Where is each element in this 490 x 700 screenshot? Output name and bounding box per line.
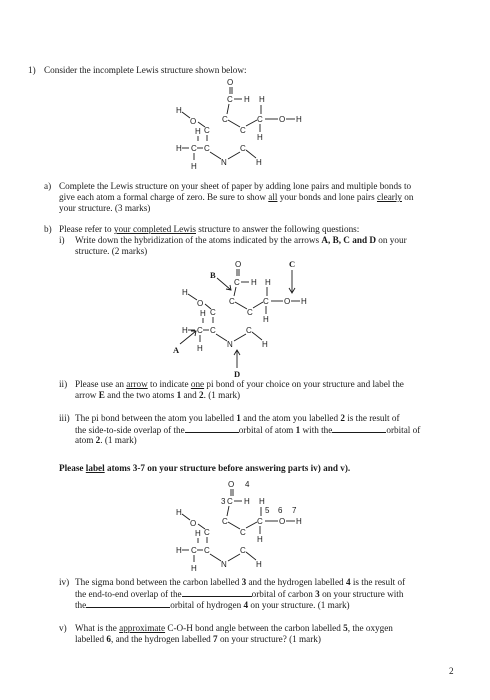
- svg-text:C: C: [234, 278, 240, 287]
- svg-text:H: H: [191, 564, 197, 573]
- svg-text:H: H: [296, 115, 302, 124]
- svg-text:C: C: [197, 326, 203, 335]
- page-number: 2: [449, 666, 454, 676]
- svg-text:O: O: [190, 117, 197, 126]
- lewis-structure-1: [170, 74, 320, 170]
- svg-text:H: H: [259, 497, 265, 506]
- part-b-iv-label: iv): [59, 577, 70, 587]
- svg-text:C: C: [204, 546, 210, 555]
- part-a-line3: your structure. (3 marks): [59, 203, 151, 213]
- svg-text:H: H: [176, 144, 182, 153]
- svg-text:4: 4: [245, 480, 250, 489]
- question-prompt: Consider the incomplete Lewis structure shown below:: [44, 65, 247, 75]
- svg-text:6: 6: [278, 506, 283, 515]
- part-b-ii-label: ii): [59, 379, 68, 389]
- svg-text:C: C: [210, 326, 216, 335]
- part-a-label: a): [44, 181, 52, 191]
- svg-text:C: C: [191, 144, 197, 153]
- lewis-structure-3: [170, 476, 320, 572]
- part-b-v-label: v): [59, 623, 67, 633]
- svg-text:H: H: [195, 529, 201, 538]
- lewis-structure-2: [170, 256, 330, 379]
- label-instruction: Please label atoms 3-7 on your structure before answering parts iv) and v).: [59, 463, 351, 473]
- svg-text:H: H: [263, 315, 269, 324]
- svg-text:C: C: [257, 115, 263, 124]
- svg-text:H: H: [200, 309, 206, 318]
- svg-text:C: C: [204, 126, 210, 135]
- svg-text:H: H: [176, 106, 182, 115]
- answer-blank[interactable]: [332, 424, 386, 433]
- svg-text:C: C: [263, 297, 269, 306]
- svg-text:C: C: [247, 308, 253, 317]
- svg-text:3: 3: [221, 497, 226, 506]
- svg-text:O: O: [190, 519, 197, 528]
- answer-blank[interactable]: [86, 599, 170, 608]
- svg-text:H: H: [191, 162, 197, 171]
- svg-text:N: N: [221, 158, 227, 167]
- part-b-iii-line2: the side-to-side overlap of the orbital of atom 1 with the orbital of: [75, 425, 421, 435]
- svg-text:O: O: [197, 299, 204, 308]
- svg-text:O: O: [228, 480, 235, 489]
- svg-text:H: H: [176, 508, 182, 517]
- svg-text:H: H: [244, 497, 250, 506]
- svg-text:H: H: [257, 133, 263, 142]
- part-b-iii-label: iii): [59, 413, 70, 423]
- svg-text:C: C: [210, 308, 216, 317]
- svg-text:C: C: [227, 95, 233, 104]
- svg-text:O: O: [235, 260, 242, 269]
- svg-text:C: C: [240, 126, 246, 135]
- svg-text:H: H: [251, 278, 257, 287]
- part-b-intro: Please refer to your completed Lewis structure to answer the following questions:: [59, 224, 360, 234]
- svg-text:N: N: [227, 340, 233, 349]
- svg-text:O: O: [284, 297, 291, 306]
- svg-text:C: C: [240, 144, 246, 153]
- svg-text:H: H: [262, 340, 268, 349]
- part-b-i-line1: Write down the hybridization of the atoms indicated by the arrows A, B, C and D on your: [75, 235, 407, 245]
- part-b-iv-line2: the end-to-end overlap of the orbital of carbon 3 on your structure with: [75, 589, 404, 599]
- svg-text:O: O: [279, 115, 286, 124]
- svg-text:C: C: [229, 297, 235, 306]
- part-b-iv-line3: the orbital of hydrogen 4 on your structure. (1 mark): [75, 600, 350, 610]
- answer-blank[interactable]: [182, 588, 252, 597]
- part-b-i-line2: structure. (2 marks): [75, 246, 148, 256]
- part-b-v-line1: What is the approximate C-O-H bond angle between the carbon labelled 5, the oxygen: [75, 623, 393, 633]
- svg-text:H: H: [256, 560, 262, 569]
- svg-text:H: H: [244, 95, 250, 104]
- atom-label: O: [227, 78, 234, 87]
- part-a-line2: give each atom a formal charge of zero. Be sure to show all your bonds and lone pairs clearly on: [59, 192, 414, 202]
- svg-text:H: H: [257, 535, 263, 544]
- svg-text:C: C: [222, 517, 228, 526]
- part-b-iii-line1: The pi bond between the atom you labelled 1 and the atom you labelled 2 is the result of: [75, 413, 400, 423]
- svg-text:H: H: [182, 288, 188, 297]
- svg-text:C: C: [204, 144, 210, 153]
- svg-text:5: 5: [265, 506, 270, 515]
- part-b-ii-line1: Please use an arrow to indicate one pi bond of your choice on your structure and label the: [75, 379, 404, 389]
- part-b-v-line2: labelled 6, and the hydrogen labelled 7 on your structure? (1 mark): [75, 634, 321, 644]
- part-a-line1: Complete the Lewis structure on your sheet of paper by adding lone pairs and multiple bonds to: [59, 181, 412, 191]
- svg-text:H: H: [256, 158, 262, 167]
- svg-text:H: H: [176, 546, 182, 555]
- svg-text:N: N: [221, 560, 227, 569]
- svg-text:C: C: [204, 528, 210, 537]
- part-b-iv-line1: The sigma bond between the carbon labelled 3 and the hydrogen labelled 4 is the result of: [75, 577, 406, 587]
- part-b-ii-line2: arrow E and the two atoms 1 and 2. (1 mark): [75, 390, 241, 400]
- svg-text:C: C: [227, 497, 233, 506]
- part-b-i-label: i): [59, 235, 65, 245]
- svg-text:7: 7: [292, 506, 297, 515]
- svg-text:H: H: [301, 297, 307, 306]
- svg-text:H: H: [296, 517, 302, 526]
- arrow-c-label: C: [289, 259, 296, 269]
- svg-text:H: H: [259, 95, 265, 104]
- arrow-b-label: B: [210, 270, 216, 280]
- svg-text:C: C: [191, 546, 197, 555]
- arrow-a-label: A: [173, 345, 180, 355]
- svg-text:H: H: [265, 278, 271, 287]
- question-number: 1): [28, 65, 36, 75]
- arrow-d-label: D: [234, 369, 241, 379]
- svg-text:H: H: [197, 344, 203, 353]
- svg-text:C: C: [222, 115, 228, 124]
- answer-blank[interactable]: [185, 424, 239, 433]
- part-b-iii-line3: atom 2. (1 mark): [75, 435, 137, 445]
- svg-text:C: C: [246, 326, 252, 335]
- svg-text:C: C: [240, 528, 246, 537]
- svg-text:H: H: [182, 326, 188, 335]
- svg-text:C: C: [257, 517, 263, 526]
- svg-text:H: H: [195, 127, 201, 136]
- svg-text:C: C: [240, 546, 246, 555]
- svg-text:O: O: [279, 517, 286, 526]
- part-b-label: b): [44, 224, 52, 234]
